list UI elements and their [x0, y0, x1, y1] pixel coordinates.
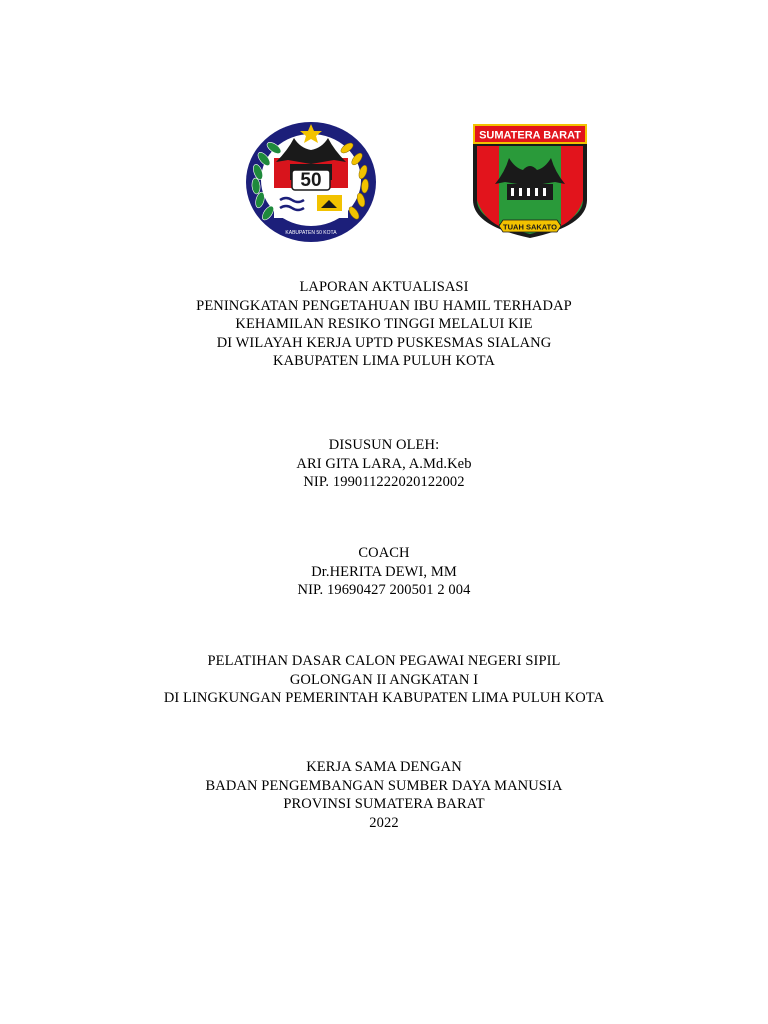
- author-section: [0, 436, 768, 492]
- training-line: PELATIHAN DASAR CALON PEGAWAI NEGERI SIPIL: [207, 653, 561, 669]
- sumatera-barat-logo: [469, 122, 591, 240]
- title-line: PENINGKATAN PENGETAHUAN IBU HAMIL TERHADAP: [196, 297, 572, 314]
- report-title: [0, 278, 768, 371]
- report-year: 2022: [369, 814, 399, 831]
- author-name: ARI GITA LARA, A.Md.Keb: [296, 455, 472, 472]
- cooperation-line: BADAN PENGEMBANGAN SUMBER DAYA MANUSIA: [205, 777, 563, 794]
- title-line: KEHAMILAN RESIKO TINGGI MELALUI KIE: [235, 316, 533, 333]
- training-section: [0, 652, 768, 708]
- banner-text: SUMATERA BARAT: [479, 129, 581, 142]
- training-line: GOLONGAN II ANGKATAN I: [289, 671, 479, 688]
- author-nip: NIP. 199011222020122002: [303, 474, 465, 491]
- title-line: LAPORAN AKTUALISASI: [299, 279, 469, 295]
- cooperation-line: KERJA SAMA DENGAN: [306, 759, 462, 775]
- coach-name: Dr.HERITA DEWI, MM: [311, 563, 457, 580]
- training-line: DI LINGKUNGAN PEMERINTAH KABUPATEN LIMA PULUH KOTA: [163, 690, 605, 707]
- badge-number: 50: [300, 170, 322, 191]
- kabupaten-lima-puluh-kota-logo: [244, 120, 378, 244]
- coach-label: COACH: [358, 545, 410, 561]
- cooperation-line: PROVINSI SUMATERA BARAT: [283, 796, 485, 813]
- author-label: DISUSUN OLEH:: [328, 437, 440, 453]
- coach-section: [0, 544, 768, 600]
- cooperation-section: [0, 758, 768, 832]
- ribbon-text: TUAH SAKATO: [503, 222, 557, 232]
- coach-nip: NIP. 19690427 200501 2 004: [297, 582, 471, 599]
- title-line: DI WILAYAH KERJA UPTD PUSKESMAS SIALANG: [216, 334, 552, 351]
- ring-text: KABUPATEN 50 KOTA: [285, 230, 337, 236]
- title-line: KABUPATEN LIMA PULUH KOTA: [273, 353, 495, 370]
